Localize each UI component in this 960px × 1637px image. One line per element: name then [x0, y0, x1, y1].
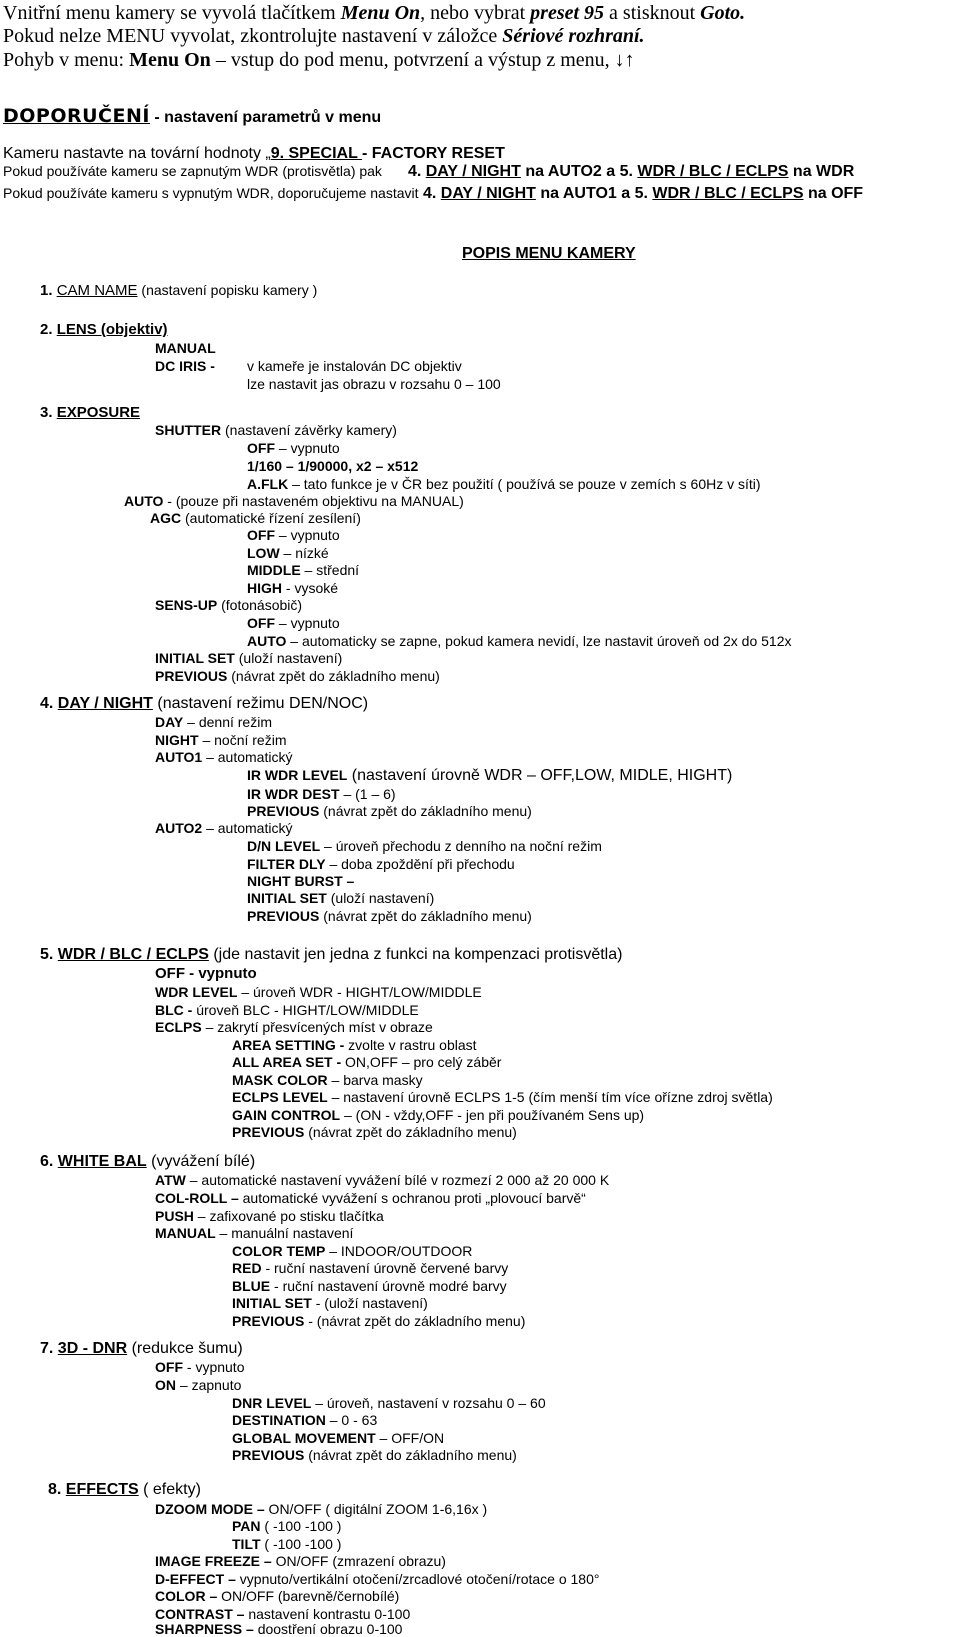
eclps-previous: PREVIOUS (návrat zpět do základního menu) — [232, 1124, 517, 1140]
auto2-night-burst: NIGHT BURST – — [247, 873, 355, 889]
eclps: ECLPS – zakrytí přesvícených míst v obraze — [155, 1019, 433, 1035]
agc-middle: MIDDLE – střední — [247, 562, 360, 578]
sens-up-off: OFF – vypnuto — [247, 615, 340, 631]
lens-dc-iris-desc-1: v kameře je instalován DC objektiv — [247, 358, 462, 374]
section-4-day-night: 4. DAY / NIGHT (nastavení režimu DEN/NOC) — [40, 695, 369, 712]
wb-push: PUSH – zafixované po stisku tlačítka — [155, 1208, 384, 1224]
blc-level: BLC - úroveň BLC - HIGHT/LOW/MIDDLE — [155, 1002, 419, 1018]
dn-auto2: AUTO2 – automatický — [155, 820, 293, 836]
wb-initial-set: INITIAL SET - (uloží nastavení) — [232, 1295, 428, 1311]
wb-manual: MANUAL – manuální nastavení — [155, 1225, 354, 1241]
dnr-on: ON – zapnuto — [155, 1377, 242, 1393]
wb-red: RED - ruční nastavení úrovně červené barvy — [232, 1260, 509, 1276]
wdr-level: WDR LEVEL – úroveň WDR - HIGHT/LOW/MIDDLE — [155, 984, 482, 1000]
dn-night: NIGHT – noční režim — [155, 732, 287, 748]
effects-d-effect: D-EFFECT – vypnuto/vertikální otočení/zrcadlové otočení/rotace o 180° — [155, 1571, 600, 1587]
exposure-previous: PREVIOUS (návrat zpět do základního menu) — [155, 668, 440, 684]
wb-previous: PREVIOUS - (návrat zpět do základního menu) — [232, 1313, 526, 1329]
exposure-auto: AUTO - (pouze při nastaveném objektivu na MANUAL) — [124, 493, 464, 509]
section-6-white-bal: 6. WHITE BAL (vyvážení bílé) — [40, 1153, 256, 1170]
wb-atw: ATW – automatické nastavení vyvážení bílé v rozmezí 2 000 až 20 000 K — [155, 1172, 610, 1188]
eclps-all-area-set: ALL AREA SET - ON,OFF – pro celý záběr — [232, 1054, 502, 1070]
auto2-previous: PREVIOUS (návrat zpět do základního menu) — [247, 908, 532, 924]
dnr-destination: DESTINATION – 0 - 63 — [232, 1412, 378, 1428]
dn-day: DAY – denní režim — [155, 714, 272, 730]
eclps-mask-color: MASK COLOR – barva masky — [232, 1072, 423, 1088]
eclps-gain-control: GAIN CONTROL – (ON - vždy,OFF - jen při používaném Sens up) — [232, 1107, 645, 1123]
lens-dc-iris: DC IRIS - — [155, 358, 215, 374]
exposure-agc: AGC (automatické řízení zesílení) — [150, 510, 361, 526]
effects-dzoom-mode: DZOOM MODE – ON/OFF ( digitální ZOOM 1-6,16x ) — [155, 1501, 488, 1517]
wdr-off-line: Pokud používáte kameru s vypnutým WDR, doporučujeme nastavit 4. DAY / NIGHT na AUTO1 a 5. WDR / BLC / ECLPS na OFF — [3, 185, 864, 202]
effects-contrast: CONTRAST – nastavení kontrastu 0-100 — [155, 1606, 411, 1622]
exposure-shutter: SHUTTER (nastavení závěrky kamery) — [155, 422, 397, 438]
intro-line-1: Vnitřní menu kamery se vyvolá tlačítkem Menu On, nebo vybrat preset 95 a stisknout Goto. — [3, 2, 746, 24]
exposure-sens-up: SENS-UP (fotonásobič) — [155, 597, 303, 613]
dnr-global-movement: GLOBAL MOVEMENT – OFF/ON — [232, 1430, 445, 1446]
agc-off: OFF – vypnuto — [247, 527, 340, 543]
wdr-off: OFF - vypnuto — [155, 965, 257, 982]
section-1-cam-name: 1. CAM NAME (nastavení popisku kamery ) — [40, 282, 318, 299]
auto1-ir-wdr-level: IR WDR LEVEL (nastavení úrovně WDR – OFF,LOW, MIDLE, HIGHT) — [247, 767, 733, 784]
auto1-previous: PREVIOUS (návrat zpět do základního menu) — [247, 803, 532, 819]
section-5-wdr-blc-eclps: 5. WDR / BLC / ECLPS (jde nastavit jen jedna z funkci na kompenzaci protisvětla) — [40, 946, 623, 963]
effects-tilt: TILT ( -100 -100 ) — [232, 1536, 342, 1552]
recommend-heading: DOPORUČENÍ - nastavení parametrů v menu — [3, 105, 382, 127]
wb-blue: BLUE - ruční nastavení úrovně modré barvy — [232, 1278, 507, 1294]
eclps-level: ECLPS LEVEL – nastavení úrovně ECLPS 1-5 (čím menší tím více ořízne zdroj světla) — [232, 1089, 773, 1105]
lens-manual: MANUAL — [155, 340, 216, 356]
auto2-dn-level: D/N LEVEL – úroveň přechodu z denního na noční režim — [247, 838, 602, 854]
wdr-on-line: Pokud používáte kameru se zapnutým WDR (protisvětla) pak 4. DAY / NIGHT na AUTO2 a 5. WDR / BLC / ECLPS na WDR — [3, 163, 855, 180]
sens-up-auto: AUTO – automaticky se zapne, pokud kamera nevidí, lze nastavit úroveň od 2x do 512x — [247, 633, 792, 649]
wb-col-roll: COL-ROLL – automatické vyvážení s ochranou proti „plovoucí barvě“ — [155, 1190, 586, 1206]
eclps-area-setting: AREA SETTING - zvolte v rastru oblast — [232, 1037, 477, 1053]
effects-sharpness: SHARPNESS – doostření obrazu 0-100 — [155, 1621, 403, 1637]
wb-color-temp: COLOR TEMP – INDOOR/OUTDOOR — [232, 1243, 473, 1259]
effects-image-freeze: IMAGE FREEZE – ON/OFF (zmrazení obrazu) — [155, 1553, 446, 1569]
section-8-effects: 8. EFFECTS ( efekty) — [48, 1481, 201, 1498]
effects-color: COLOR – ON/OFF (barevně/černobílé) — [155, 1588, 400, 1604]
shutter-off: OFF – vypnuto — [247, 440, 340, 456]
agc-low: LOW – nízké — [247, 545, 329, 561]
dnr-off: OFF - vypnuto — [155, 1359, 245, 1375]
intro-line-3: Pohyb v menu: Menu On – vstup do pod menu, potvrzení a výstup z menu, ↓↑ — [3, 49, 635, 71]
section-7-3d-dnr: 7. 3D - DNR (redukce šumu) — [40, 1340, 243, 1357]
menu-title: POPIS MENU KAMERY — [462, 245, 636, 262]
exposure-initial-set: INITIAL SET (uloží nastavení) — [155, 650, 343, 666]
effects-pan: PAN ( -100 -100 ) — [232, 1518, 342, 1534]
shutter-aflk: A.FLK – tato funkce je v ČR bez použití ( používá se pouze v zemích s 60Hz v síti) — [247, 476, 761, 492]
auto2-filter-dly: FILTER DLY – doba zpoždění při přechodu — [247, 856, 515, 872]
auto1-ir-wdr-dest: IR WDR DEST – (1 – 6) — [247, 786, 396, 802]
dn-auto1: AUTO1 – automatický — [155, 749, 293, 765]
dnr-previous: PREVIOUS (návrat zpět do základního menu) — [232, 1447, 517, 1463]
dnr-level: DNR LEVEL – úroveň, nastavení v rozsahu 0 – 60 — [232, 1395, 546, 1411]
factory-reset-line: Kameru nastavte na tovární hodnoty „9. SPECIAL - FACTORY RESET — [3, 145, 505, 162]
shutter-speeds: 1/160 – 1/90000, x2 – x512 — [247, 458, 419, 474]
intro-line-2: Pokud nelze MENU vyvolat, zkontrolujte nastavení v záložce Sériové rozhraní. — [3, 25, 645, 47]
section-3-exposure: 3. EXPOSURE — [40, 404, 141, 421]
auto2-initial-set: INITIAL SET (uloží nastavení) — [247, 890, 435, 906]
agc-high: HIGH - vysoké — [247, 580, 339, 596]
section-2-lens: 2. LENS (objektiv) — [40, 321, 168, 338]
lens-dc-iris-desc-2: lze nastavit jas obrazu v rozsahu 0 – 100 — [247, 376, 501, 392]
